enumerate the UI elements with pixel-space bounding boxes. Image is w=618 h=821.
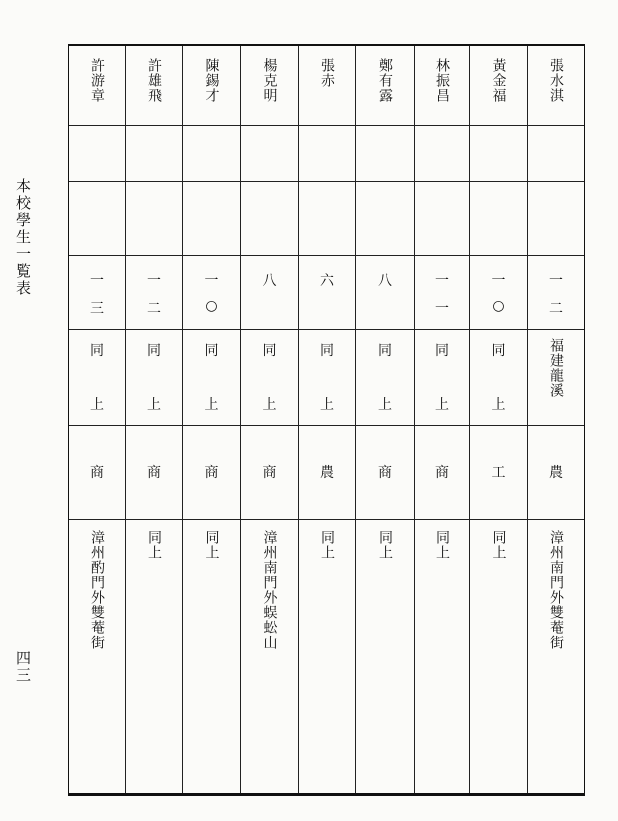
age-cell [126, 256, 182, 330]
age-cell [69, 256, 125, 330]
origin-ditto-top: 同 [320, 343, 334, 359]
blank1-cell [528, 126, 584, 182]
occ-cell [69, 426, 125, 520]
student-name: 陳錫才 [203, 58, 220, 103]
name-cell [356, 46, 414, 126]
blank1-cell [356, 126, 414, 182]
student-name: 張赤 [319, 58, 335, 88]
origin-ditto-bottom: 上 [491, 397, 506, 413]
occ-cell [415, 426, 469, 520]
table-column [470, 46, 528, 793]
table-column [415, 46, 470, 793]
blank1-cell [415, 126, 469, 182]
occupation: 農 [320, 465, 334, 481]
blank1-cell [299, 126, 355, 182]
age-units: 二 [549, 301, 563, 317]
age-cell [528, 256, 584, 330]
age-cell [415, 256, 469, 330]
address: 漳州南門外蜈蚣山 [261, 530, 278, 650]
student-name: 楊克明 [261, 58, 278, 103]
student-name: 許游章 [89, 58, 105, 103]
blank1-cell [470, 126, 527, 182]
age-tens: 一 [204, 273, 219, 289]
origin-ditto-bottom: 上 [378, 397, 392, 413]
addr-cell [126, 520, 182, 795]
origin-text: 福建龍溪 [548, 338, 564, 398]
blank2-cell [356, 182, 414, 256]
origin-ditto-bottom: 上 [435, 397, 449, 413]
origin-ditto-bottom: 上 [262, 397, 277, 413]
origin-ditto-top: 同 [204, 343, 219, 359]
table-column [183, 46, 241, 793]
age-tens: 八 [262, 273, 277, 289]
table-column [126, 46, 183, 793]
blank2-cell [470, 182, 527, 256]
age-tens: 一 [549, 273, 563, 289]
student-name: 林振昌 [434, 58, 450, 103]
origin-ditto-top: 同 [491, 343, 506, 359]
occ-cell [126, 426, 182, 520]
addr-cell [415, 520, 469, 795]
table-column [69, 46, 126, 793]
occ-cell [241, 426, 298, 520]
occupation: 商 [435, 465, 449, 481]
table-column [299, 46, 356, 793]
document-side-title: 本校學生一覧表 [14, 178, 32, 297]
age-tens: 一 [491, 273, 506, 289]
addr-cell [299, 520, 355, 795]
age-tens: 一 [147, 273, 161, 289]
blank2-cell [415, 182, 469, 256]
origin-ditto-top: 同 [147, 343, 161, 359]
occ-cell [299, 426, 355, 520]
age-cell [470, 256, 527, 330]
student-name: 許雄飛 [146, 58, 162, 103]
address: 漳州酌門外雙菴街 [89, 530, 105, 650]
age-tens: 一 [90, 273, 104, 289]
age-cell [183, 256, 240, 330]
blank1-cell [69, 126, 125, 182]
origin-cell [356, 330, 414, 426]
address: 同上 [203, 530, 220, 560]
name-cell [126, 46, 182, 126]
table-column [356, 46, 415, 793]
occupation: 工 [491, 465, 506, 481]
age-cell [241, 256, 298, 330]
origin-cell [299, 330, 355, 426]
origin-cell [126, 330, 182, 426]
origin-ditto-top: 同 [435, 343, 449, 359]
occ-cell [470, 426, 527, 520]
origin-ditto-top: 同 [262, 343, 277, 359]
student-name: 張水淇 [548, 58, 564, 103]
blank2-cell [528, 182, 584, 256]
addr-cell [241, 520, 298, 795]
origin-ditto-top: 同 [378, 343, 392, 359]
occupation: 商 [262, 465, 277, 481]
name-cell [299, 46, 355, 126]
age-units: ○ [205, 298, 218, 314]
age-cell [299, 256, 355, 330]
occ-cell [356, 426, 414, 520]
occupation: 商 [147, 465, 161, 481]
occupation: 農 [549, 465, 563, 481]
occ-cell [528, 426, 584, 520]
name-cell [415, 46, 469, 126]
age-units: 一 [435, 301, 449, 317]
name-cell [470, 46, 527, 126]
page-number: 四三 [14, 650, 32, 684]
address: 同上 [377, 530, 393, 560]
table-column [241, 46, 299, 793]
age-units: 二 [147, 301, 161, 317]
addr-cell [470, 520, 527, 795]
name-cell [528, 46, 584, 126]
origin-ditto-bottom: 上 [204, 397, 219, 413]
origin-cell [528, 330, 584, 426]
address: 同上 [490, 530, 507, 560]
address: 同上 [434, 530, 450, 560]
blank2-cell [241, 182, 298, 256]
blank1-cell [126, 126, 182, 182]
origin-cell [470, 330, 527, 426]
blank2-cell [183, 182, 240, 256]
blank1-cell [183, 126, 240, 182]
origin-cell [241, 330, 298, 426]
addr-cell [528, 520, 584, 795]
age-tens: 八 [378, 273, 392, 289]
age-cell [356, 256, 414, 330]
blank2-cell [69, 182, 125, 256]
age-tens: 六 [320, 273, 334, 289]
name-cell [241, 46, 298, 126]
name-cell [69, 46, 125, 126]
student-name: 鄭有露 [377, 58, 393, 103]
origin-cell [415, 330, 469, 426]
origin-ditto-bottom: 上 [90, 397, 104, 413]
addr-cell [356, 520, 414, 795]
blank1-cell [241, 126, 298, 182]
occ-cell [183, 426, 240, 520]
origin-ditto-bottom: 上 [320, 397, 334, 413]
name-cell [183, 46, 240, 126]
origin-ditto-top: 同 [90, 343, 104, 359]
occupation: 商 [378, 465, 392, 481]
age-units: 三 [90, 301, 104, 317]
blank2-cell [299, 182, 355, 256]
occupation: 商 [90, 465, 104, 481]
student-roster-table [68, 44, 585, 796]
table-column [528, 46, 584, 793]
addr-cell [69, 520, 125, 795]
age-units: ○ [492, 298, 505, 314]
age-tens: 一 [435, 273, 449, 289]
address: 漳州南門外雙菴街 [548, 530, 564, 650]
blank2-cell [126, 182, 182, 256]
student-name: 黃金福 [490, 58, 507, 103]
origin-cell [69, 330, 125, 426]
occupation: 商 [204, 465, 219, 481]
origin-ditto-bottom: 上 [147, 397, 161, 413]
address: 同上 [146, 530, 162, 560]
address: 同上 [319, 530, 335, 560]
addr-cell [183, 520, 240, 795]
origin-cell [183, 330, 240, 426]
